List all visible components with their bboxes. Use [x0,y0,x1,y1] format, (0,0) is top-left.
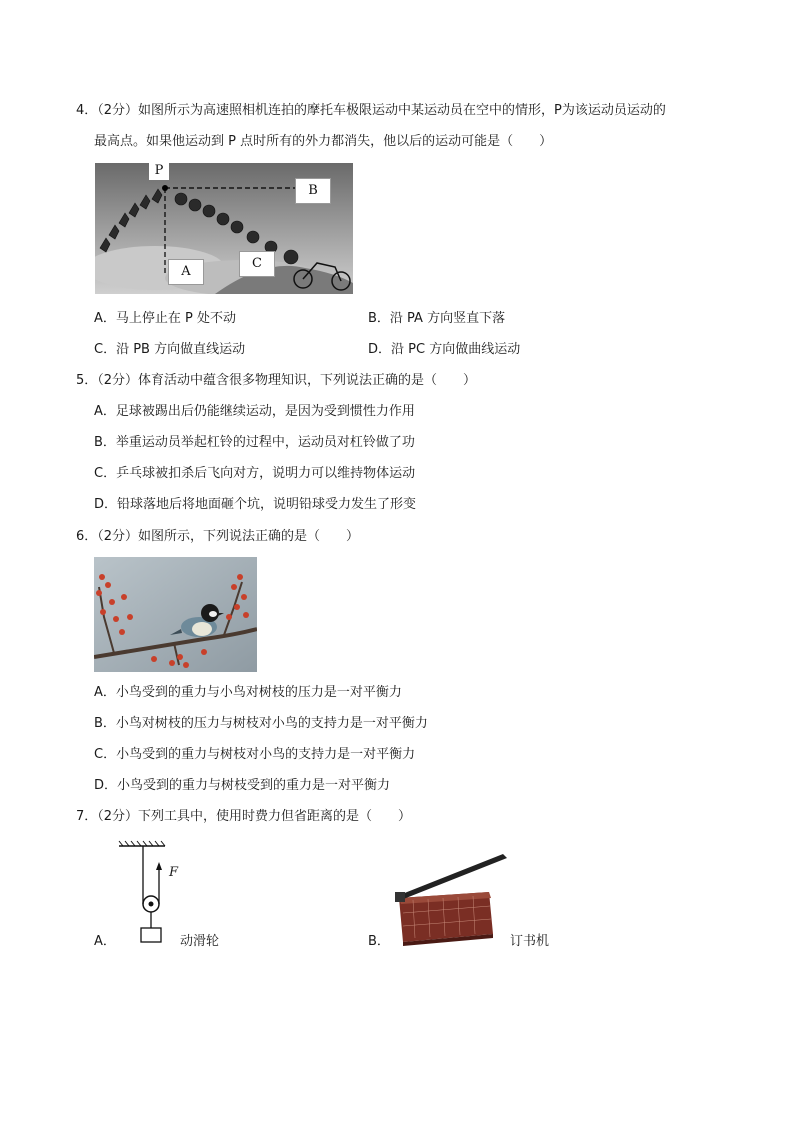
q4-stem-line2: 最高点。如果他运动到 P 点时所有的外力都消失，他以后的运动可能是（ ） [94,134,553,149]
q7-option-a-letter: A． [94,934,116,949]
q5-option-b: B．举重运动员举起杠铃的过程中，运动员对杠铃做了功 [94,435,415,450]
bird-on-branch-image [94,557,257,672]
q7-force-label: F [169,865,179,880]
q6-option-a: A．小鸟受到的重力与小鸟对树枝的压力是一对平衡力 [94,685,402,700]
q7-stem: 7．（2分）下列工具中，使用时费力但省距离的是（ ） [76,809,412,824]
q6-option-b: B．小鸟对树枝的压力与树枝对小鸟的支持力是一对平衡力 [94,716,428,731]
paper-cutter-image [393,848,513,948]
q5-stem: 5．（2分）体育活动中蕴含很多物理知识，下列说法正确的是（ ） [76,373,477,388]
q4-motorcycle-figure [95,163,353,294]
q5-option-a: A．足球被踢出后仍能继续运动，是因为受到惯性力作用 [94,404,415,419]
q4-option-c: C．沿 PB 方向做直线运动 [94,342,246,357]
q4-stem-line1: 4．（2分）如图所示为高速照相机连拍的摩托车极限运动中某运动员在空中的情形，P为该运动员运动的 [76,103,666,118]
q6-option-c: C．小鸟受到的重力与树枝对小鸟的支持力是一对平衡力 [94,747,416,762]
q4-label-c: C [239,251,275,277]
movable-pulley-figure [115,840,185,946]
q7-option-a-caption: 动滑轮 [180,934,220,949]
q5-option-d: D．铅球落地后将地面砸个坑，说明铅球受力发生了形变 [94,497,417,512]
q6-bird-figure [94,557,257,672]
q4-label-p: P [149,163,169,180]
q6-option-d: D．小鸟受到的重力与树枝受到的重力是一对平衡力 [94,778,391,793]
pulley-diagram-image [115,840,185,946]
q4-option-d: D．沿 PC 方向做曲线运动 [368,342,521,357]
paper-cutter-figure [393,848,513,948]
q4-label-a: A [168,259,204,285]
q7-option-b-caption: 订书机 [510,934,550,949]
q7-option-b-letter: B． [368,934,390,949]
q6-stem: 6．（2分）如图所示，下列说法正确的是（ ） [76,529,360,544]
q4-label-b: B [295,178,331,204]
q4-option-b: B．沿 PA 方向竖直下落 [368,311,506,326]
q5-option-c: C．乒乓球被扣杀后飞向对方，说明力可以维持物体运动 [94,466,416,481]
q4-option-a: A．马上停止在 P 处不动 [94,311,236,326]
